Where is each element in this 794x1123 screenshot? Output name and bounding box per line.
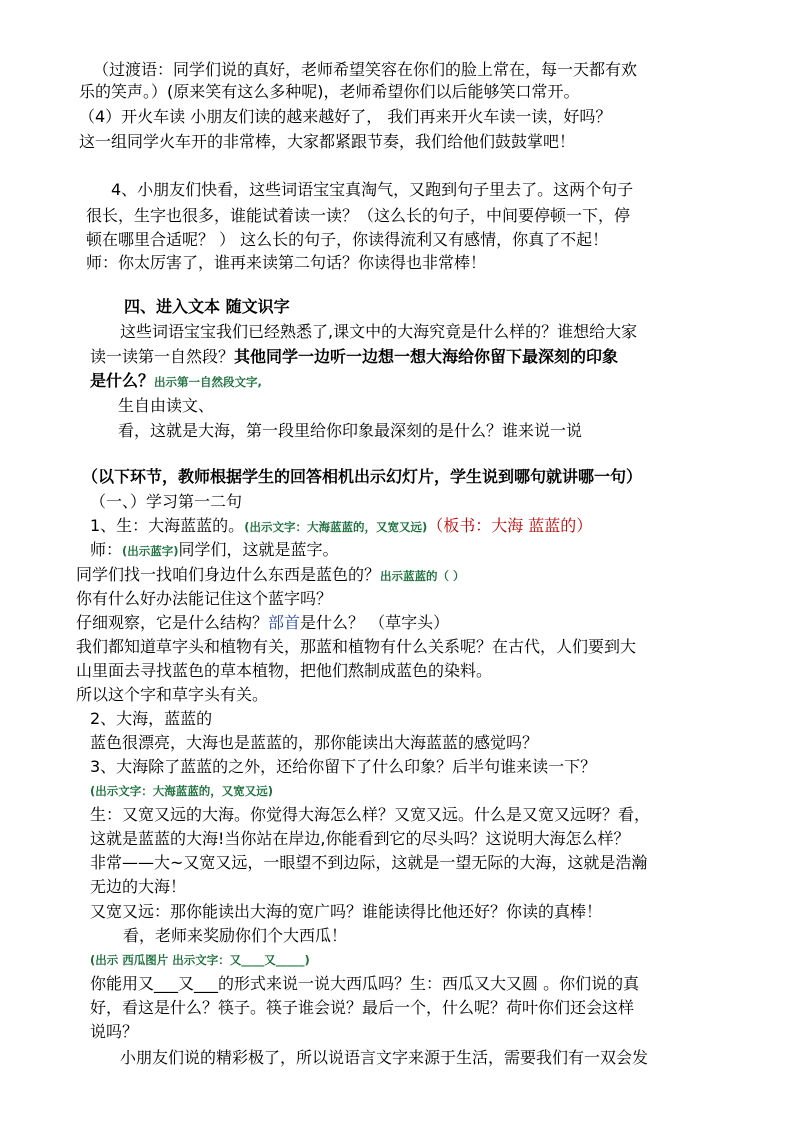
wide-line-3: 非常——大~又宽又远，一眼望不到边际，这就是一望无际的大海，这就是浩瀚 <box>90 853 648 872</box>
wide-read-line: 又宽又远：那你能读出大海的宽广吗？谁能读得比他还好？你读的真棒！ <box>90 902 603 921</box>
sentence-read-line-1: 4、小朋友们快看，这些词语宝宝真淘气，又跑到句子里去了。这两个句子 <box>111 180 634 199</box>
train-read-line-2: 这一组同学火车开的非常棒，大家都紧跟节奏，我们给他们鼓鼓掌吧！ <box>79 132 576 151</box>
watermelon-slide-note: (出示 西瓜图片 出示文字：又____又_____) <box>90 953 310 967</box>
slide-note: 出示第一自然段文字, <box>154 375 262 389</box>
radical-conclusion: 所以这个字和草字头有关。 <box>76 685 269 704</box>
intro-line-2-bold: 其他同学一边听一边想一想大海给你留下最深刻的印象 <box>234 347 619 366</box>
point-3-slide-note: (出示文字：大海蓝蓝的，又宽又远) <box>90 784 274 798</box>
train-read-line-1: （4）开火车读 小朋友们读的越来越好了， 我们再来开火车读一读，好吗？ <box>79 107 612 126</box>
plant-line-1: 我们都知道草字头和植物有关，那蓝和植物有什么关系呢？在古代，人们要到大 <box>76 637 637 656</box>
find-blue-line <box>76 564 465 587</box>
wide-line-2: 这就是蓝蓝的大海!当你站在岸边,你能看到它的尽头吗？这说明大海怎么样？ <box>90 829 630 848</box>
transition-line-2: 乐的笑声。）(原来笑有这么多种呢)，老师希望你们以后能够笑口常开。 <box>79 82 580 101</box>
intro-line-1: 这些词语宝宝我们已经熟悉了,课文中的大海究竟是什么样的？谁想给大家 <box>120 322 638 341</box>
point-3-heading: 3、大海除了蓝蓝的之外，还给你留下了什么印象？后半句谁来读一下？ <box>90 757 597 776</box>
answer-1-slide-note: (出示文字：大海蓝蓝的，又宽又远) <box>244 520 428 534</box>
teacher-note: （以下环节，教师根据学生的回答相机出示幻灯片，学生说到哪句就讲哪一句） <box>82 467 643 486</box>
find-blue-text: 同学们找一找咱们身边什么东西是蓝色的？ <box>76 565 381 584</box>
sentence-read-line-3: 顿在哪里合适呢？ ） 这么长的句子，你读得流利又有感情，你真了不起！ <box>86 230 609 249</box>
answer-1 <box>90 515 592 538</box>
point-2-heading: 2、大海，蓝蓝的 <box>90 709 213 728</box>
radical-answer: 是什么？ （草字头） <box>300 613 450 632</box>
transition-line-1: （过渡语：同学们说的真好，老师希望笑容在你们的脸上常在，每一天都有欢 <box>93 60 638 79</box>
look-sea-line: 看，这就是大海，第一段里给你印象最深刻的是什么？谁来说一说 <box>118 421 583 440</box>
point-2-line: 蓝色很漂亮，大海也是蓝蓝的，那你能读出大海蓝蓝的感觉吗？ <box>90 733 539 752</box>
intro-line-3 <box>90 370 262 393</box>
plant-line-2: 山里面去寻找蓝色的草本植物，把他们熬制成蓝色的染料。 <box>76 661 493 680</box>
intro-line-2-a: 读一读第一自然段？ <box>90 347 235 366</box>
blue-char-note: (出示蓝字) <box>122 544 179 558</box>
radical-word: 部首 <box>268 613 301 632</box>
remember-line: 你有什么好办法能记住这个蓝字吗？ <box>76 589 333 608</box>
closing-line: 小朋友们说的精彩极了，所以说语言文字来源于生活，需要我们有一双会发 <box>120 1048 649 1067</box>
pattern-line-1: 你能用又___又___的形式来说一说大西瓜吗？生：西瓜又大又圆 。你们说的真 <box>90 974 640 993</box>
teacher-label: 师： <box>90 540 123 559</box>
intro-line-2 <box>90 346 618 368</box>
answer-1-text: 1、生：大海蓝蓝的。 <box>90 516 245 535</box>
find-blue-note: 出示蓝蓝的（ ） <box>380 569 465 583</box>
blackboard-note: （板书：大海 蓝蓝的） <box>427 516 593 535</box>
teacher-blue-line <box>90 539 339 562</box>
structure-text: 仔细观察，它是什么结构？ <box>76 613 269 632</box>
wide-line-1: 生：又宽又远的大海。你觉得大海怎么样？又宽又远。什么是又宽又远呀？看， <box>90 805 651 824</box>
section-heading: 四、进入文本 随文识字 <box>124 297 290 316</box>
sentence-read-line-2: 很长，生字也很多，谁能试着读一读？（这么长的句子，中间要停顿一下，停 <box>86 206 631 225</box>
intro-line-3-bold: 是什么？ <box>90 371 155 390</box>
wide-line-4: 无边的大海！ <box>90 877 187 896</box>
structure-line <box>76 612 449 634</box>
student-read-line: 生自由读文、 <box>118 396 215 415</box>
pattern-line-3: 说吗？ <box>90 1022 139 1041</box>
blue-char-text: 同学们，这就是蓝字。 <box>178 540 339 559</box>
watermelon-reward: 看，老师来奖励你们个大西瓜！ <box>123 926 348 945</box>
subsection-heading: （一、）学习第一二句 <box>90 492 243 511</box>
pattern-line-2: 好，看这是什么？筷子。筷子谁会说？最后一个，什么呢？荷叶你们还会这样 <box>90 998 635 1017</box>
sentence-read-line-4: 师：你太厉害了，谁再来读第二句话？你读得也非常棒！ <box>86 253 487 272</box>
